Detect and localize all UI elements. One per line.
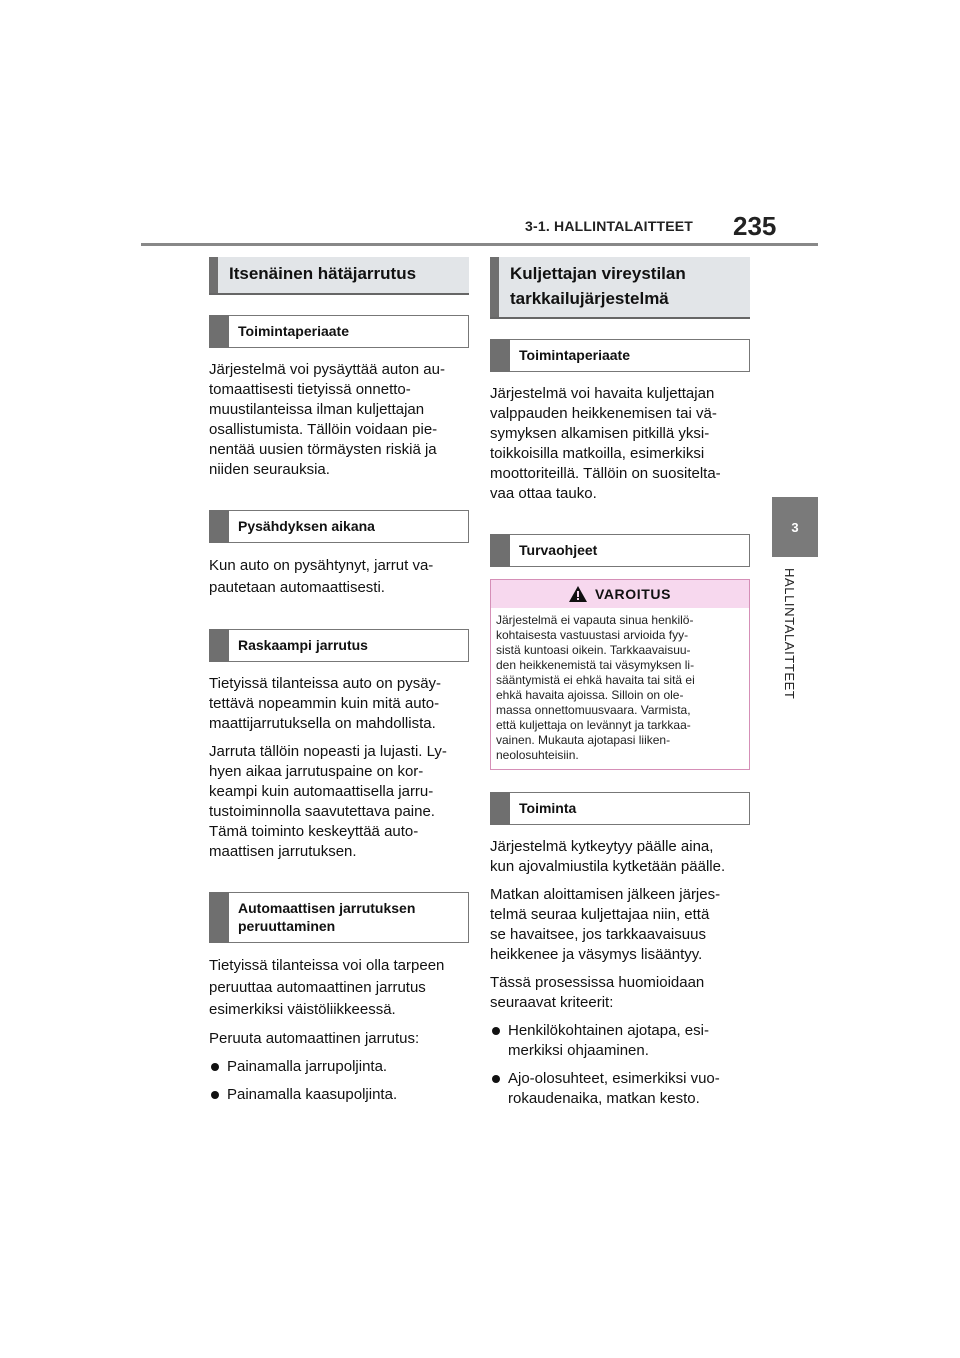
paragraph: Peruuta automaattinen jarrutus: bbox=[209, 1030, 420, 1047]
list-item: Painamalla kaasupoljinta. bbox=[209, 1085, 469, 1105]
warning-text: Järjestelmä ei vapauta sinua henkilö- kohtaisesta vastuustasi arvioida fyy- sistä kuntoasi oikein. Tarkkaavaisuu- den heikkenemistä tai väsymyksen li- sääntymistä ei ehkä havaita tai sitä ei ehkä havaita ajoissa. Silloin on ole- massa onnettomuusvaara. Varmista, että kuljettaja on levännyt ja tarkkaa- vainen. Mukauta ajotapasi liiken- neolosuhteisiin. bbox=[496, 613, 695, 762]
subheading-harder-braking: Raskaampi jarrutus bbox=[209, 629, 469, 662]
subheading-principle: Toimintaperiaate bbox=[209, 315, 469, 348]
header-divider bbox=[141, 243, 818, 246]
paragraph: Jarruta tällöin nopeasti ja lujasti. Ly- hyen aikaa jarrutuspaine on kor- keampi kuin automaattisella jarru- tustoiminnolla saavutettava paine. Tämä toiminto keskeyttää auto- maattisen jarrutuksen. bbox=[209, 743, 447, 860]
paragraph: Järjestelmä kytkeytyy päälle aina, kun ajovalmiustila kytketään päälle. bbox=[490, 838, 726, 875]
paragraph: Tietyissä tilanteissa voi olla tarpeen peruuttaa automaattinen jarrutus esimerkiksi väistöliikkeessä. bbox=[209, 957, 445, 1018]
left-column bbox=[209, 257, 469, 1113]
subheading-safety-instructions: Turvaohjeet bbox=[490, 534, 750, 567]
paragraph: Tässä prosessissa huomioidaan seuraavat kriteerit: bbox=[490, 974, 705, 1011]
warning-title: VAROITUS bbox=[594, 586, 672, 602]
paragraph: Järjestelmä voi pysäyttää auton au- tomaattisesti tietyissä onnetto- muustilanteissa ilman kuljettajan osallistumista. Tällöin voidaan pie- nentää uusien törmäysten riskiä ja niiden seurauksia. bbox=[209, 361, 445, 478]
warning-box bbox=[490, 579, 750, 770]
right-column bbox=[490, 257, 750, 1117]
paragraph: Kun auto on pysähtynyt, jarrut va- pautetaan automaattisesti. bbox=[209, 557, 434, 596]
warning-triangle-icon bbox=[569, 586, 587, 602]
page-number: 235 bbox=[733, 211, 777, 241]
section-heading-driver-alertness: Kuljettajan vireystilan tarkkailujärjestelmä bbox=[490, 257, 750, 319]
paragraph: Tietyissä tilanteissa auto on pysäy- tettävä nopeammin kuin mitä auto- maattijarrutuksella on mahdollista. bbox=[209, 675, 442, 732]
subheading-principle: Toimintaperiaate bbox=[490, 339, 750, 372]
section-heading-emergency-braking: Itsenäinen hätäjarrutus bbox=[209, 257, 469, 295]
list-item: Painamalla jarrupoljinta. bbox=[209, 1057, 469, 1077]
subheading-operation: Toiminta bbox=[490, 792, 750, 825]
section-title: 3-1. HALLINTALAITTEET bbox=[525, 218, 694, 234]
paragraph: Matkan aloittamisen jälkeen järjes- telmä seuraa kuljettajaa niin, että se havaitsee, jos tarkkaavaisuus heikkenee ja väsymys lisääntyy. bbox=[490, 886, 721, 963]
subheading-cancel-braking: Automaattisen jarrutuksen peruuttaminen bbox=[209, 892, 469, 943]
warning-header bbox=[491, 580, 749, 608]
subheading-when-stopped: Pysähdyksen aikana bbox=[209, 510, 469, 543]
chapter-label: HALLINTALAITTEET bbox=[782, 568, 797, 700]
list-item: Henkilökohtainen ajotapa, esi- merkiksi ohjaaminen. bbox=[490, 1021, 750, 1061]
paragraph: Järjestelmä voi havaita kuljettajan valppauden heikkenemisen tai vä- symyksen alkamisen pitkillä yksi- toikkoisilla matkoilla, esimerkiksi moottoriteillä. Tällöin on suositelta- vaa ottaa tauko. bbox=[490, 385, 721, 502]
list-item: Ajo-olosuhteet, esimerkiksi vuo- rokaudenaika, matkan kesto. bbox=[490, 1069, 750, 1109]
chapter-tab: 3 bbox=[772, 497, 818, 557]
